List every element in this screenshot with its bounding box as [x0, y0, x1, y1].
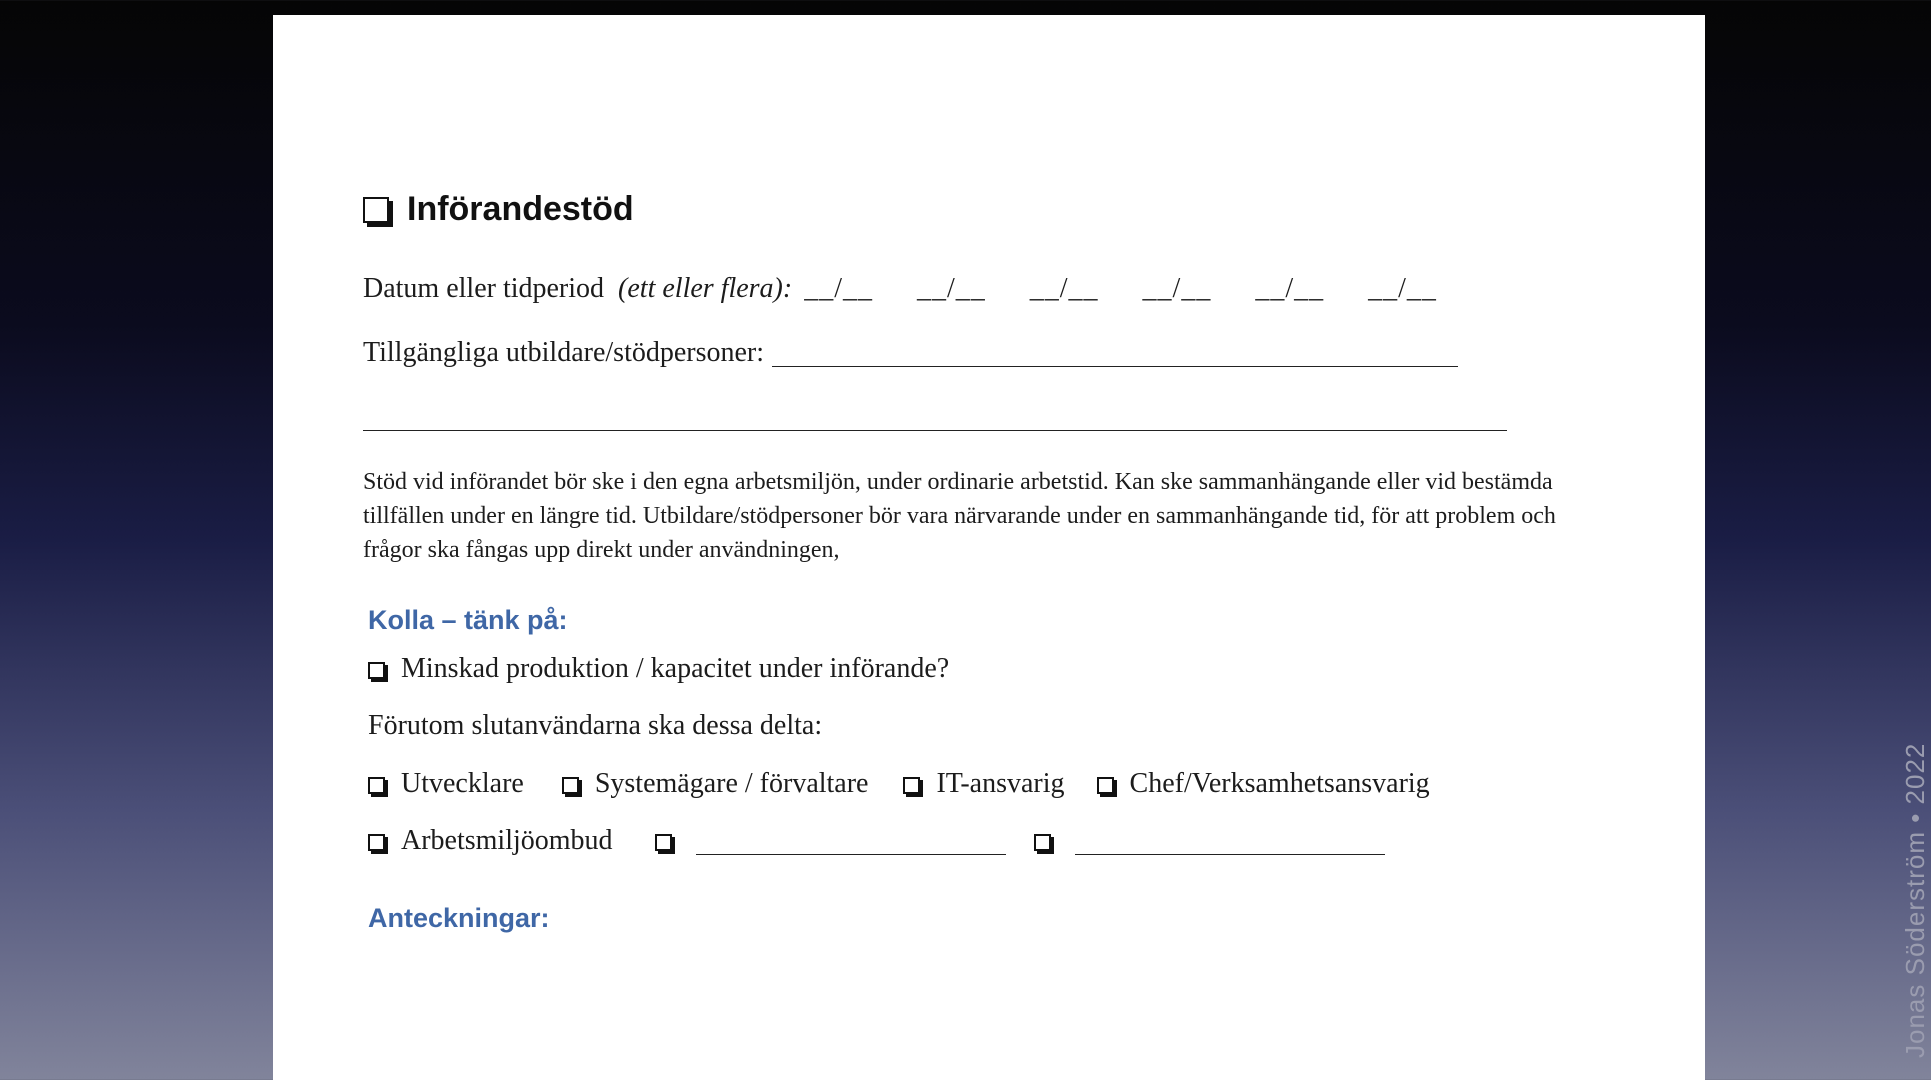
participant-label: Arbetsmiljöombud	[401, 825, 613, 856]
participant-label: Systemägare / förvaltare	[594, 768, 869, 799]
date-slot-field[interactable]: __/__	[916, 273, 986, 304]
section-heading	[363, 190, 634, 229]
trainers-row	[363, 337, 1458, 369]
participant-blank-field[interactable]	[696, 828, 1006, 855]
participant-label: Utvecklare	[401, 768, 524, 799]
check-item-label: Minskad produktion / kapacitet under införande?	[401, 653, 950, 684]
participant-option	[903, 768, 1064, 800]
checkbox-icon[interactable]	[368, 777, 385, 794]
participants-row-1	[368, 768, 1430, 800]
date-slots	[798, 273, 1437, 305]
heading-text: Införandestöd	[407, 190, 634, 228]
participant-option	[562, 768, 869, 800]
check-heading: Kolla – tänk på:	[368, 605, 568, 635]
checkbox-icon[interactable]	[655, 834, 672, 851]
date-slot-field[interactable]: __/__	[1142, 273, 1212, 304]
checkbox-icon[interactable]	[363, 197, 389, 223]
document-page	[273, 15, 1705, 1080]
date-slot-field[interactable]: __/__	[804, 273, 873, 304]
checkbox-icon[interactable]	[1097, 777, 1114, 794]
date-slot-field[interactable]: __/__	[1255, 273, 1325, 304]
trainers-field-continued[interactable]	[363, 430, 1507, 431]
date-label: Datum eller tidperiod	[363, 273, 605, 304]
date-slot-field[interactable]: __/__	[1368, 273, 1437, 304]
date-slot-field[interactable]: __/__	[1029, 273, 1099, 304]
checkbox-icon[interactable]	[368, 834, 385, 851]
checkbox-icon[interactable]	[368, 662, 385, 679]
participant-option	[368, 825, 613, 857]
participant-label: IT-ansvarig	[936, 768, 1065, 799]
author-credit: Jonas Söderström • 2022	[1900, 742, 1930, 1058]
checkbox-icon[interactable]	[562, 777, 579, 794]
participants-row-2	[368, 825, 1385, 857]
participant-blank-field[interactable]	[1075, 828, 1385, 855]
participants-intro: Förutom slutanvändarna ska dessa delta:	[368, 710, 823, 741]
participant-option-blank	[655, 828, 1006, 855]
checkbox-icon[interactable]	[903, 777, 920, 794]
notes-heading: Anteckningar:	[368, 903, 550, 933]
checkbox-icon[interactable]	[1034, 834, 1051, 851]
participant-option-blank	[1034, 828, 1385, 855]
check-item-row	[368, 653, 949, 685]
trainers-label: Tillgängliga utbildare/stödpersoner:	[363, 337, 765, 368]
date-hint: (ett eller flera):	[618, 273, 793, 304]
date-row	[363, 273, 1437, 305]
trainers-field[interactable]	[772, 340, 1458, 367]
participant-option	[368, 768, 524, 800]
participant-option	[1097, 768, 1430, 800]
description-paragraph: Stöd vid införandet bör ske i den egna arbetsmiljön, under ordinarie arbetstid. Kan ske sammanhängande eller vid bestämda tillfällen under en längre tid. Utbildare/stödpersoner bör vara närvarande under en sammanhängande tid, för att problem och frågor ska fångas upp direkt under användningen,	[363, 469, 1556, 563]
participant-label: Chef/Verksamhetsansvarig	[1129, 768, 1430, 799]
